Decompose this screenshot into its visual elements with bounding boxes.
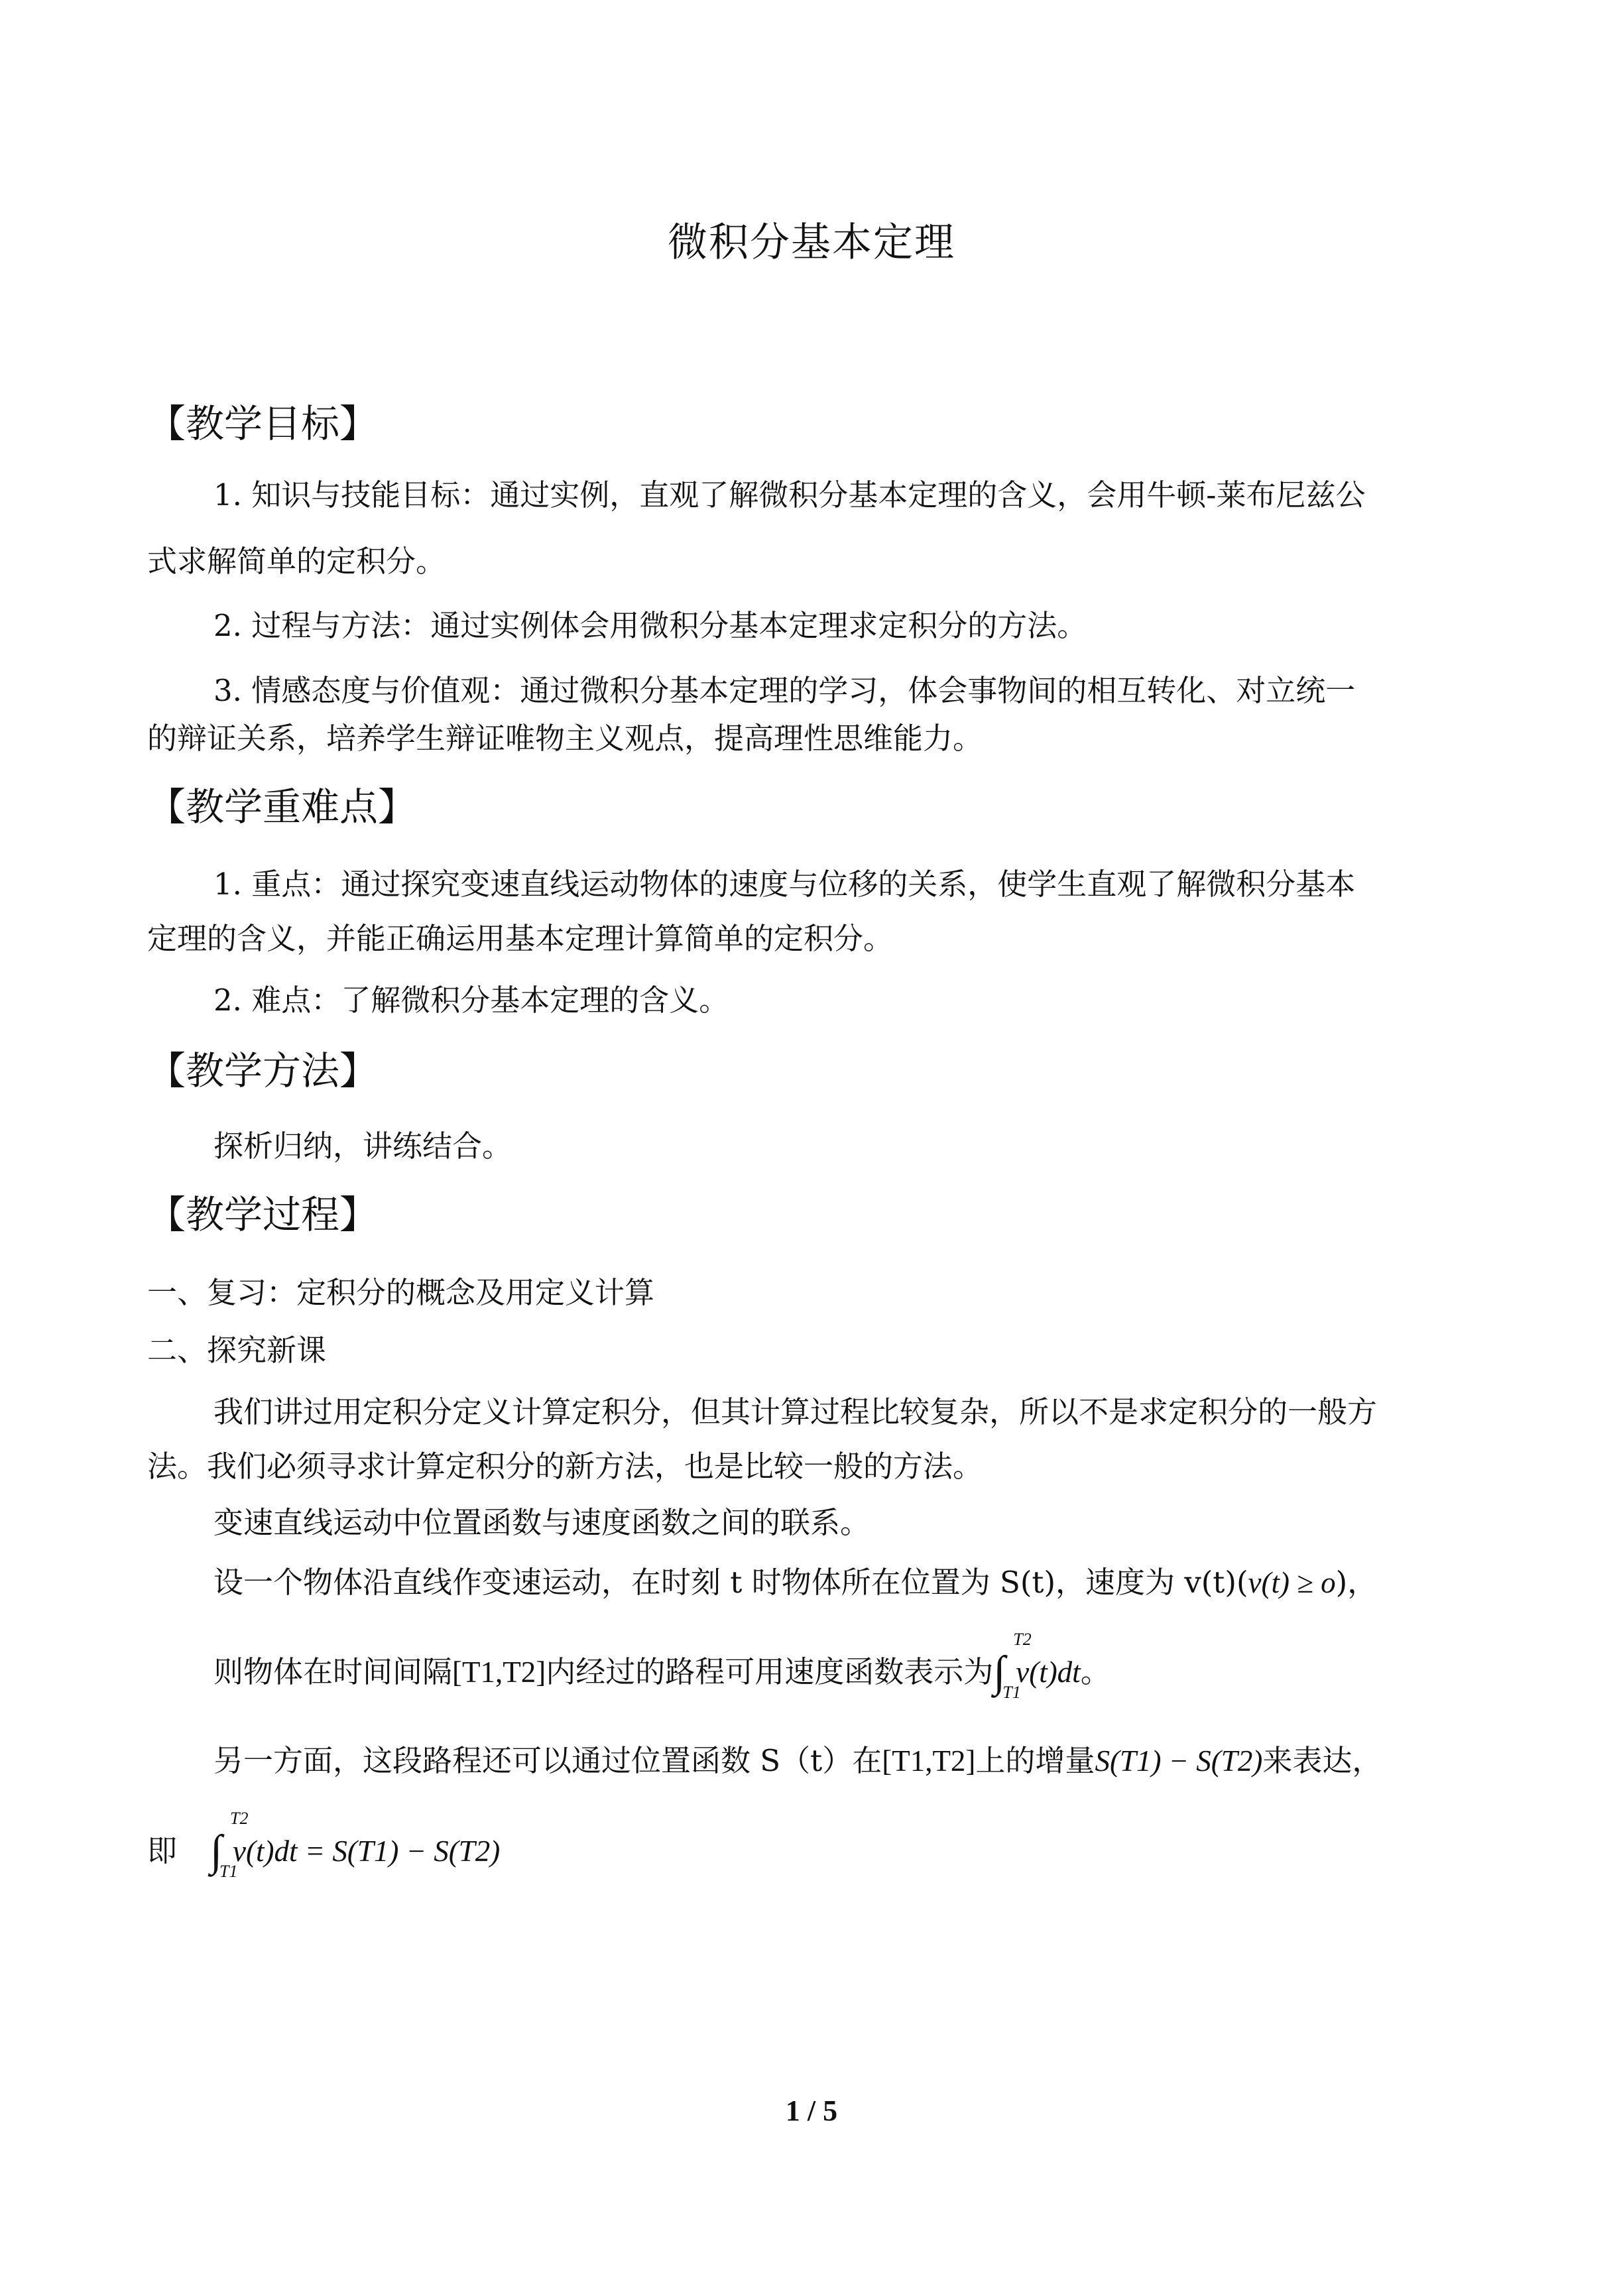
process-step-1: 一、复习：定积分的概念及用定义计算: [147, 1275, 655, 1310]
position-increment: S(T1) − S(T2): [1095, 1744, 1263, 1778]
section-heading-process: 【教学过程】: [147, 1192, 379, 1237]
integral-upper-limit-2: T2: [230, 1809, 249, 1828]
paragraph-1-line-2: 法。我们必须寻求计算定积分的新方法，也是比较一般的方法。: [147, 1449, 983, 1484]
document-title: 微积分基本定理: [668, 219, 955, 266]
objective-3-line-2: 的辩证关系，培养学生辩证唯物主义观点，提高理性思维能力。: [147, 721, 983, 756]
paragraph-5-tail: 来表达，: [1262, 1743, 1382, 1778]
section-heading-method: 【教学方法】: [147, 1048, 379, 1093]
key-point-2: 2. 难点：了解微积分基本定理的含义。: [213, 983, 729, 1018]
method-text: 探析归纳，讲练结合。: [213, 1128, 512, 1164]
paragraph-3-text: 设一个物体沿直线作变速运动，在时刻 t 时物体所在位置为 S(t)，速度为 v(t)(: [213, 1565, 1248, 1600]
time-interval-2: [T1,T2]: [882, 1744, 976, 1778]
integral-lower-limit-2: T1: [219, 1862, 238, 1881]
time-interval: [T1,T2]: [452, 1656, 546, 1689]
paragraph-1-line-1: 我们讲过用定积分定义计算定积分，但其计算过程比较复杂，所以不是求定积分的一般方: [213, 1394, 1378, 1429]
integral-sign-2: ∫ T2 T1: [210, 1809, 249, 1881]
paragraph-4-tail: 。: [1080, 1654, 1111, 1689]
paragraph-4-text-2: 内经过的路程可用速度函数表示为: [546, 1654, 994, 1689]
paragraph-5-text-2: 上的增量: [975, 1743, 1095, 1778]
paragraph-3-tail: )，: [1335, 1565, 1378, 1600]
page-indicator: 1 / 5: [785, 2094, 838, 2127]
section-heading-key-points: 【教学重难点】: [147, 784, 417, 829]
paragraph-5: [213, 1745, 1382, 1777]
paragraph-2: 变速直线运动中位置函数与速度函数之间的联系。: [213, 1505, 871, 1540]
objective-1-line-1: 1. 知识与技能目标：通过实例，直观了解微积分基本定理的含义，会用牛顿-莱布尼兹公: [213, 477, 1366, 513]
paragraph-5-text: 另一方面，这段路程还可以通过位置函数 S（t）在: [213, 1743, 882, 1778]
key-point-1-line-1: 1. 重点：通过探究变速直线运动物体的速度与位移的关系，使学生直观了解微积分基本: [213, 867, 1356, 902]
fundamental-theorem-formula: v(t)dt = S(T1) − S(T2): [233, 1835, 501, 1868]
velocity-inequality: v(t) ≥ o: [1248, 1566, 1336, 1599]
paragraph-3: [213, 1567, 1377, 1599]
section-heading-objectives: 【教学目标】: [147, 401, 379, 446]
key-point-1-line-2: 定理的含义，并能正确运用基本定理计算简单的定积分。: [147, 921, 894, 956]
paragraph-6: [147, 1809, 501, 1881]
integral-lower-limit: T1: [1002, 1683, 1021, 1702]
process-step-2: 二、探究新课: [147, 1333, 327, 1368]
objective-2: 2. 过程与方法：通过实例体会用微积分基本定理求定积分的方法。: [213, 608, 1087, 643]
objective-1-line-2: 式求解简单的定积分。: [147, 544, 446, 579]
paragraph-4: [213, 1630, 1111, 1702]
integral-upper-limit: T2: [1013, 1630, 1032, 1649]
objective-3-line-1: 3. 情感态度与价值观：通过微积分基本定理的学习，体会事物间的相互转化、对立统一: [213, 673, 1356, 708]
integral-sign: ∫ T2 T1: [993, 1630, 1032, 1702]
paragraph-4-text: 则物体在时间间隔: [213, 1654, 453, 1689]
integrand: v(t)dt: [1016, 1656, 1081, 1689]
paragraph-6-prefix: 即: [147, 1833, 178, 1868]
